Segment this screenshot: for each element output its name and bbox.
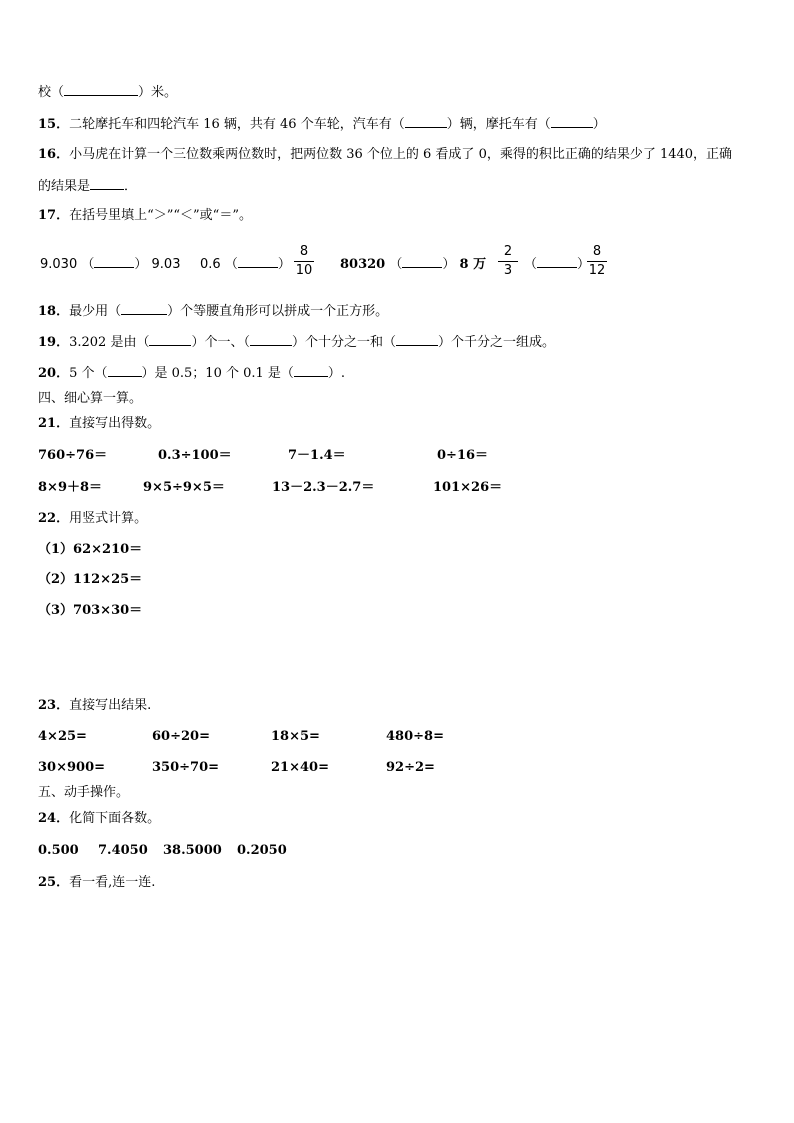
q20-text3: ）. [327,366,346,381]
q23-r1-c2: 60÷20= [152,729,210,744]
question-16 [38,147,732,163]
q22-item-2: （2）112×25＝ [38,572,143,587]
q15-blank-motorcycles[interactable] [551,115,593,128]
q14-text-post: ）米。 [138,85,178,100]
q17-d-lparen: （ [524,257,538,272]
q15-text1: 二轮摩托车和四轮汽车 16 辆，共有 46 个车轮，汽车有（ [69,117,405,132]
q24-text: 化简下面各数。 [69,811,161,826]
q19-number: 19． [38,335,70,350]
q21-r1-c2: 0.3÷100＝ [158,448,232,463]
question-21 [38,416,160,432]
q22-item-3: （3）703×30＝ [38,603,143,618]
q22-text: 用竖式计算。 [69,511,148,526]
q18-blank[interactable] [121,302,167,315]
q21-r2-c3: 13－2.3－2.7＝ [272,480,375,495]
question-18 [38,302,388,320]
q17-c-rparen: ） [442,257,456,272]
q21-r1-c3: 7－1.4＝ [288,448,346,463]
q15-text2: ）辆，摩托车有（ [446,117,551,132]
q17-d-numerator2: 8 [592,244,602,259]
q16-number: 16． [38,147,70,162]
q18-text-post: ）个等腰直角形可以拼成一个正方形。 [167,304,389,319]
q23-r2-c2: 350÷70= [152,760,220,775]
q17-a-rparen: ） [134,257,148,272]
q17-d-denominator1: 3 [503,263,513,278]
q21-r1-c4: 0÷16＝ [437,448,489,463]
q23-number: 23． [38,698,70,713]
q19-blank-ones[interactable] [149,333,191,346]
q20-number: 20． [38,366,70,381]
q15-number: 15． [38,117,70,132]
q18-text-pre: 最少用（ [69,304,122,319]
question-25 [38,875,155,891]
q17-item-b [200,255,291,273]
q16-line2a: 的结果是 [38,179,91,194]
q21-r2-c4: 101×26＝ [433,480,503,495]
section-5-heading: 五、动手操作。 [38,785,130,800]
q25-text: 看一看,连一连. [69,875,156,890]
q17-b-rparen: ） [277,257,291,272]
q19-text2: ）个一、（ [191,335,250,350]
q14-text-pre: 校（ [38,85,65,100]
q15-blank-cars[interactable] [405,115,447,128]
question-17 [38,208,252,224]
q24-number: 24． [38,811,70,826]
q16-blank[interactable] [90,177,124,190]
q20-blank1[interactable] [108,364,142,377]
q14-blank[interactable] [64,83,138,96]
q17-c-left: 80320 [340,257,386,272]
question-19 [38,333,555,351]
q18-number: 18． [38,304,70,319]
question-22 [38,511,147,527]
q23-r2-c3: 21×40= [271,760,329,775]
q22-item-1: （1）62×210＝ [38,542,143,557]
q23-r1-c1: 4×25= [38,729,87,744]
question-20 [38,364,345,382]
question-15 [38,115,606,133]
q24-item-3: 38.5000 [163,843,222,858]
q14-tail [38,83,177,101]
q21-r2-c2: 9×5÷9×5＝ [143,480,225,495]
q17-number: 17． [38,208,70,223]
q23-r1-c3: 18×5= [271,729,320,744]
q17-a-right: 9.03 [151,257,181,272]
q21-r1-c1: 760÷76＝ [38,448,108,463]
question-16-line2 [38,177,137,195]
q19-blank-tenths[interactable] [250,333,292,346]
q17-item-c [340,255,486,273]
q20-text2: ）是 0.5；10 个 0.1 是（ [141,366,294,381]
q17-d-denominator2: 12 [588,263,606,278]
q25-number: 25． [38,875,70,890]
q17-d-fraction-right [587,244,607,279]
q17-a-lparen: （ [81,257,95,272]
q23-text: 直接写出结果. [69,698,152,713]
q17-b-blank[interactable] [238,255,278,268]
q17-b-numerator: 8 [299,244,309,259]
q15-text3: ） [592,117,606,132]
q20-blank2[interactable] [294,364,328,377]
q21-number: 21． [38,416,70,431]
question-23 [38,698,151,714]
q17-b-left: 0.6 [200,257,221,272]
q23-r1-c4: 480÷8= [386,729,444,744]
q19-text4: ）个千分之一组成。 [437,335,555,350]
q17-d-rparen: ） [577,257,591,272]
q21-text: 直接写出得数。 [69,416,161,431]
q17-d-fraction-left [498,244,518,279]
q17-c-right: 8 万 [459,257,487,272]
q23-r2-c4: 92÷2= [386,760,435,775]
q24-item-2: 7.4050 [98,843,148,858]
section-4-heading: 四、细心算一算。 [38,391,143,406]
q20-text1: 5 个（ [69,366,108,381]
q22-number: 22． [38,511,70,526]
q19-blank-thousandths[interactable] [396,333,438,346]
q17-item-a [40,255,180,273]
q23-r2-c1: 30×900= [38,760,106,775]
q21-r2-c1: 8×9＋8＝ [38,480,103,495]
q19-text1: 3.202 是由（ [69,335,150,350]
q17-c-blank[interactable] [402,255,442,268]
q17-b-fraction [294,244,314,279]
q17-item-d [524,255,590,273]
q19-text3: ）个十分之一和（ [291,335,396,350]
q17-d-blank[interactable] [537,255,577,268]
q17-text: 在括号里填上“＞”“＜”或“＝”。 [69,208,252,223]
q24-item-1: 0.500 [38,843,79,858]
q17-a-left: 9.030 [40,257,78,272]
q16-line1: 小马虎在计算一个三位数乘两位数时，把两位数 36 个位上的 6 看成了 0，乘得的积比正确的结果少了 1440，正确 [69,147,733,162]
q17-b-lparen: （ [224,257,238,272]
q17-a-blank[interactable] [94,255,134,268]
q16-line2b: ． [124,179,138,194]
q17-b-denominator: 10 [295,263,313,278]
q17-d-numerator1: 2 [503,244,513,259]
question-24 [38,811,160,827]
q24-item-4: 0.2050 [237,843,287,858]
q17-c-lparen: （ [389,257,403,272]
